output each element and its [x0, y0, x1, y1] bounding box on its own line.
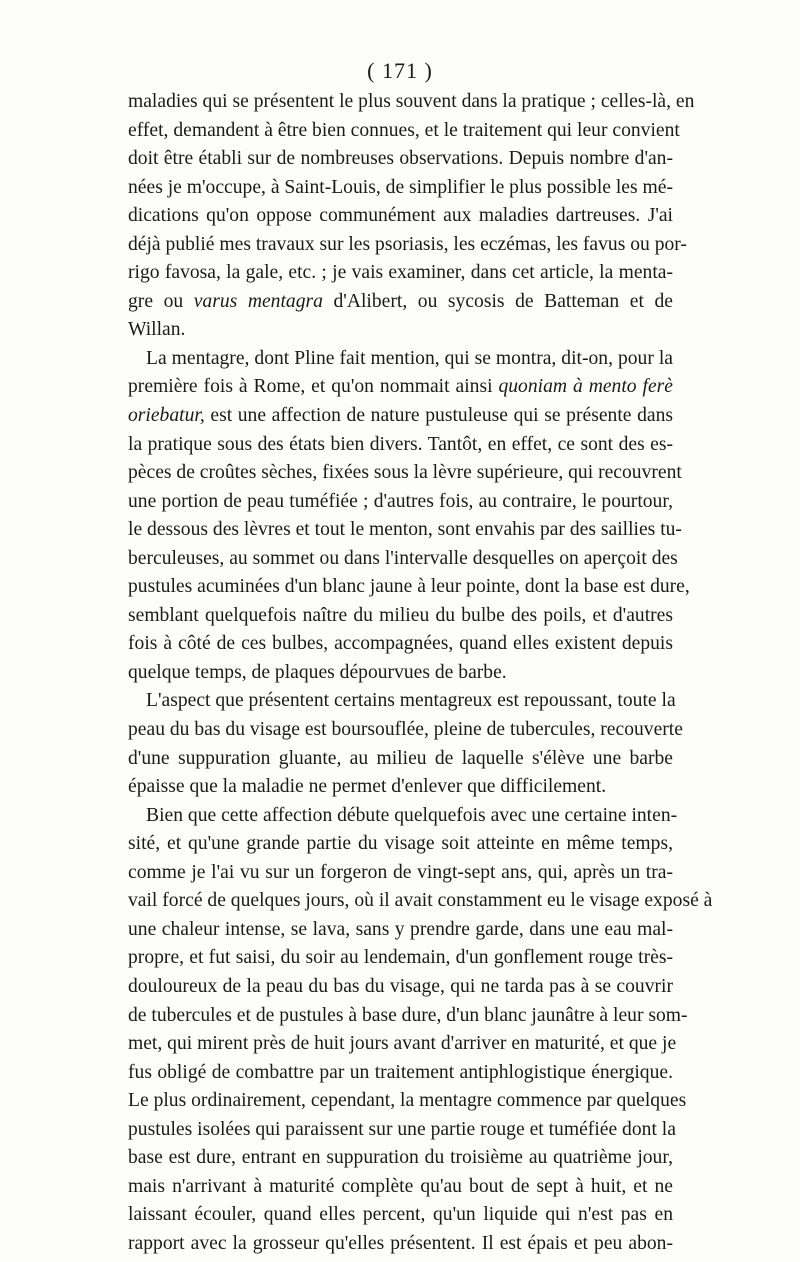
text-line: base est dure, entrant en suppuration du troisième au quatrième jour,	[128, 1147, 673, 1169]
text-line: propre, et fut saisi, du soir au lendemain, d'un gonflement rouge très-	[128, 947, 673, 969]
text-line: Willan.	[128, 319, 186, 341]
text-line: rigo favosa, la gale, etc. ; je vais examiner, dans cet article, la menta-	[128, 262, 673, 284]
text-line: oriebatur, est une affection de nature pustuleuse qui se présente dans	[128, 405, 673, 427]
text-line: une chaleur intense, se lava, sans y prendre garde, dans une eau mal-	[128, 918, 673, 940]
text-line: maladies qui se présentent le plus souvent dans la pratique ; celles-là, en	[128, 91, 695, 112]
text-line: fois à côté de ces bulbes, accompagnées, quand elles existent depuis	[128, 633, 673, 655]
text-line: première fois à Rome, et qu'on nommait ainsi quoniam à mento ferè	[128, 376, 673, 398]
text-line: de tubercules et de pustules à base dure, d'un blanc jaunâtre à leur som-	[128, 1004, 688, 1026]
text-line: quelque temps, de plaques dépourvues de barbe.	[128, 661, 507, 683]
text-line: une portion de peau tuméfiée ; d'autres fois, au contraire, le pourtour,	[128, 490, 673, 512]
text-line: L'aspect que présentent certains mentagreux est repoussant, toute la	[146, 690, 676, 712]
text-line: gre ou varus mentagra d'Alibert, ou sycosis de Batteman et de	[128, 290, 673, 312]
text-line: laissant écouler, quand elles percent, qu'un liquide qui n'est pas en	[128, 1204, 673, 1226]
text-line: le dessous des lèvres et tout le menton, sont envahis par des saillies tu-	[128, 519, 682, 541]
body-text	[128, 88, 713, 1258]
text-line: peau du bas du visage est boursouflée, pleine de tubercules, recouverte	[128, 719, 683, 741]
text-line: épaisse que la maladie ne permet d'enlever que difficilement.	[128, 776, 607, 798]
text-line: Bien que cette affection débute quelquefois avec une certaine inten-	[146, 804, 678, 826]
text-line: douloureux de la peau du bas du visage, qui ne tarda pas à se couvrir	[128, 975, 673, 997]
text-line: semblant quelquefois naître du milieu du bulbe des poils, et d'autres	[128, 604, 673, 626]
text-line: effet, demandent à être bien connues, et le traitement qui leur convient	[128, 119, 680, 141]
text-line: la pratique sous des états bien divers. Tantôt, en effet, ce sont des es-	[128, 433, 673, 455]
text-line: fus obligé de combattre par un traitement antiphlogistique énergique.	[128, 1061, 673, 1083]
page-number: ( 171 )	[367, 58, 433, 83]
text-line: vail forcé de quelques jours, où il avait constamment eu le visage exposé à	[128, 890, 713, 912]
text-line: sité, et qu'une grande partie du visage soit atteinte en même temps,	[128, 833, 673, 855]
text-line: pustules isolées qui paraissent sur une partie rouge et tuméfiée dont la	[128, 1118, 676, 1140]
text-line: mais n'arrivant à maturité complète qu'au bout de sept à huit, et ne	[128, 1175, 673, 1197]
text-line: rapport avec la grosseur qu'elles présentent. Il est épais et peu abon-	[128, 1232, 673, 1254]
text-line: comme je l'ai vu sur un forgeron de vingt-sept ans, qui, après un tra-	[128, 861, 673, 883]
text-line: dications qu'on oppose communément aux maladies dartreuses. J'ai	[128, 205, 673, 227]
text-line: pustules acuminées d'un blanc jaune à leur pointe, dont la base est dure,	[128, 576, 690, 598]
text-line: pèces de croûtes sèches, fixées sous la lèvre supérieure, qui recouvrent	[128, 462, 682, 484]
text-line: nées je m'occupe, à Saint-Louis, de simplifier le plus possible les mé-	[128, 176, 673, 198]
text-line: La mentagre, dont Pline fait mention, qui se montra, dit-on, pour la	[146, 347, 673, 369]
text-line: met, qui mirent près de huit jours avant d'arriver en maturité, et que je	[128, 1033, 677, 1055]
text-line: Le plus ordinairement, cependant, la mentagre commence par quelques	[128, 1090, 687, 1112]
text-line: berculeuses, au sommet ou dans l'intervalle desquelles on aperçoit des	[128, 547, 678, 569]
text-line: d'une suppuration gluante, au milieu de laquelle s'élève une barbe	[128, 747, 673, 769]
text-line: déjà publié mes travaux sur les psoriasis, les eczémas, les favus ou por-	[128, 233, 687, 255]
text-line: doit être établi sur de nombreuses observations. Depuis nombre d'an-	[128, 148, 673, 170]
